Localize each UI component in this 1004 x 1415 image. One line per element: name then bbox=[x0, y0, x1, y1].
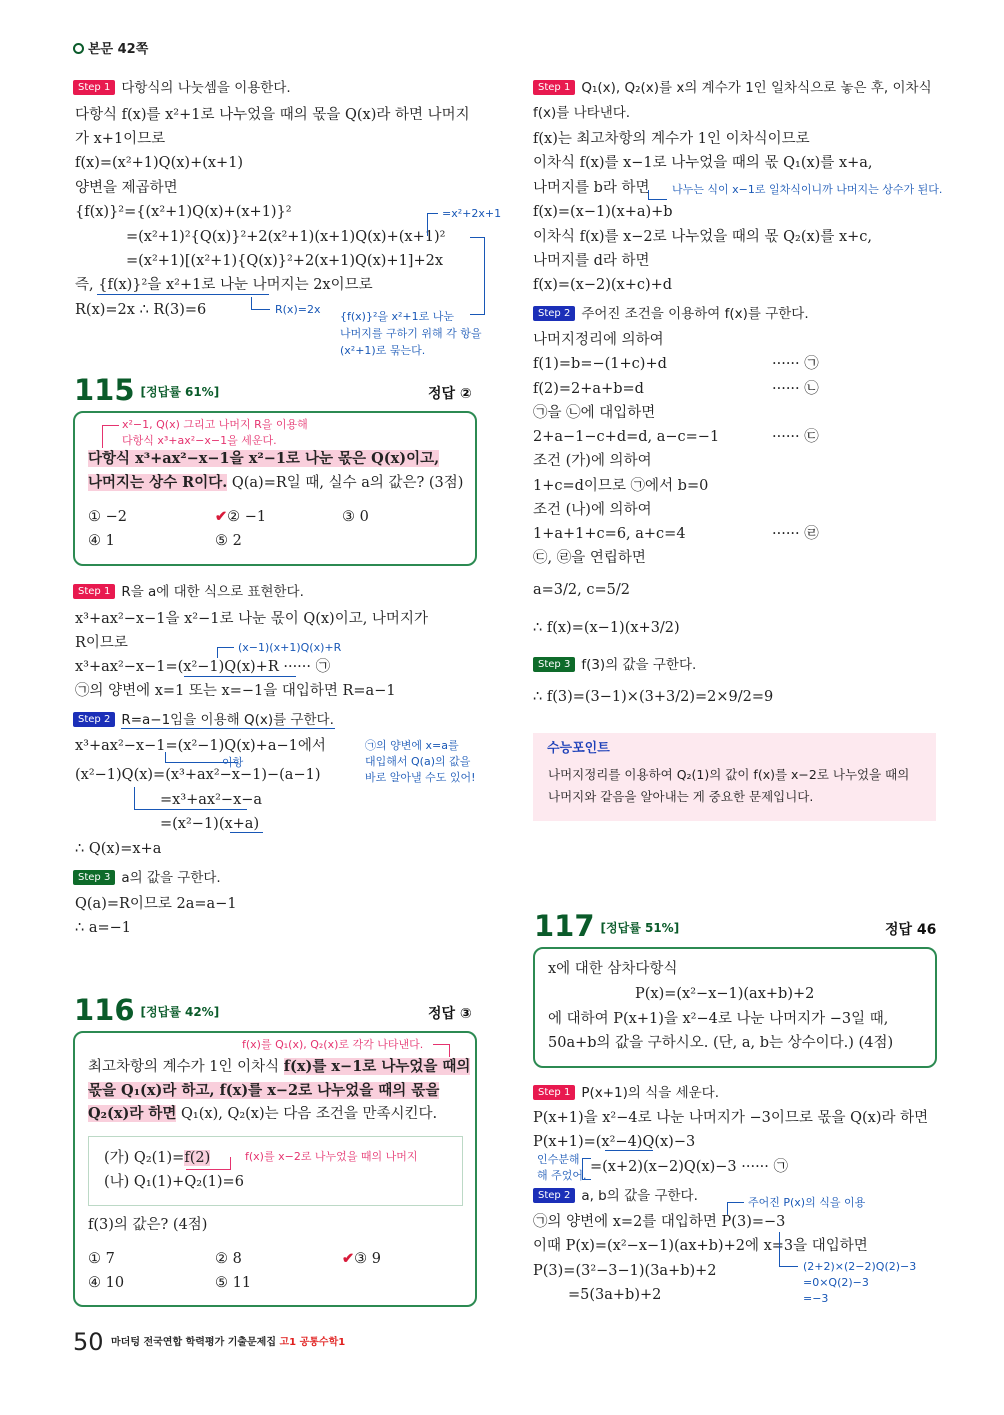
annotation: x²−1, Q(x) 그리고 나머지 R을 이용해 bbox=[122, 418, 308, 431]
annotation: f(x)를 Q₁(x), Q₂(x)로 각각 나타낸다. bbox=[242, 1038, 424, 1051]
question-text: 에 대하여 P(x+1)을 x²−4로 나눈 나머지가 −3일 때, bbox=[548, 1011, 889, 1027]
step3-header bbox=[73, 866, 221, 890]
step-title: Q₁(x), Q₂(x)를 x의 계수가 1인 일차식으로 놓은 후, 이차식 bbox=[581, 80, 932, 96]
solution-line: ∴ a=−1 bbox=[75, 920, 132, 936]
step2-header bbox=[533, 1184, 698, 1208]
solution-line: ㉠을 ㉡에 대입하면 bbox=[533, 405, 656, 421]
question-header-116 bbox=[74, 995, 219, 1027]
solution-line: =(x+2)(x−2)Q(x)−3 ······ ㉠ bbox=[590, 1159, 789, 1175]
solution-line: 1+a+1+c=6, a+c=4 bbox=[533, 526, 686, 542]
choice-label: ② −1 bbox=[227, 509, 267, 525]
solution-line: 이차식 f(x)를 x−1로 나누었을 때의 몫 Q₁(x)를 x+a, bbox=[533, 155, 873, 171]
solution-line: R(x)=2x ∴ R(3)=6 bbox=[75, 302, 207, 318]
solution-line: x³+ax²−x−1=(x²−1)Q(x)+a−1에서 bbox=[75, 738, 326, 754]
connector bbox=[134, 787, 247, 810]
solution-line: 조건 (나)에 의하여 bbox=[533, 502, 652, 518]
checkmark-icon: ✔ bbox=[342, 1250, 355, 1267]
step-badge: Step 1 bbox=[533, 1085, 575, 1100]
exam-point-text: 나머지정리를 이용하여 Q₂(1)의 값이 f(x)를 x−2로 나누었을 때의 bbox=[548, 767, 910, 782]
book-name: 마더텅 전국연합 학력평가 기출문제집 bbox=[111, 1337, 277, 1348]
choice-5[interactable]: ⑤ 11 bbox=[215, 1275, 252, 1291]
page-reference-text: 본문 42쪽 bbox=[88, 42, 149, 57]
question-text: x에 대한 삼차다항식 bbox=[548, 961, 678, 977]
annotation: 바로 알아낼 수도 있어! bbox=[365, 771, 476, 784]
annotation: =−3 bbox=[803, 1292, 829, 1305]
solution-line: 나머지를 b라 하면 bbox=[533, 180, 650, 196]
connector bbox=[779, 1232, 798, 1267]
step-title: 다항식의 나눗셈을 이용한다. bbox=[121, 80, 291, 96]
annotation: ㉠의 양변에 x=a를 bbox=[365, 739, 459, 752]
solution-line: x³+ax²−x−1을 x²−1로 나눈 몫이 Q(x)이고, 나머지가 bbox=[75, 611, 428, 627]
question-number: 115 bbox=[74, 373, 135, 407]
question-text-part: Q₁(x), Q₂(x)는 다음 조건을 만족시킨다. bbox=[176, 1106, 438, 1122]
solution-line: ∴ f(3)=(3−1)×(3+3/2)=2×9/2=9 bbox=[533, 689, 774, 705]
step-badge: Step 1 bbox=[73, 80, 115, 95]
solution-line: f(x)=(x²+1)Q(x)+(x+1) bbox=[75, 155, 244, 171]
solution-line: f(x)=(x−2)(x+c)+d bbox=[533, 277, 673, 293]
annotation: {f(x)}²을 x²+1로 나눈 bbox=[340, 310, 455, 323]
question-header-117 bbox=[534, 911, 679, 943]
connector bbox=[648, 190, 667, 200]
condition-text: (가) Q₂(1)= bbox=[104, 1150, 185, 1166]
step-title: a, b의 값을 구한다. bbox=[581, 1188, 698, 1204]
connector bbox=[470, 237, 485, 315]
step1-header bbox=[73, 76, 291, 100]
correct-rate: [정답률 61%] bbox=[140, 385, 220, 399]
page-number: 50 bbox=[73, 1328, 104, 1356]
connector bbox=[427, 213, 438, 236]
solution-line: ∴ Q(x)=x+a bbox=[75, 841, 162, 857]
solution-line: 이차식 f(x)를 x−2로 나누었을 때의 몫 Q₂(x)를 x+c, bbox=[533, 229, 873, 245]
solution-line: 2+a−1−c+d=d, a−c=−1 bbox=[533, 429, 720, 445]
exam-point-text: 나머지와 같음을 알아내는 게 중요한 문제입니다. bbox=[548, 789, 814, 804]
step3-header bbox=[533, 653, 696, 677]
question-text bbox=[88, 1055, 470, 1079]
solution-line: {f(x)}²={(x²+1)Q(x)+(x+1)}² bbox=[75, 204, 292, 220]
underline bbox=[184, 676, 296, 677]
solution-line: f(2)=2+a+b=d bbox=[533, 381, 644, 397]
annotation: 다항식 x³+ax²−x−1을 세운다. bbox=[122, 434, 277, 447]
solution-line: 1+c=d이므로 ㉠에서 b=0 bbox=[533, 478, 709, 494]
step-title: f(x)를 나타낸다. bbox=[533, 105, 631, 121]
step-title: f(3)의 값을 구한다. bbox=[581, 657, 697, 673]
underline bbox=[97, 294, 269, 295]
question-ask: f(3)의 값은? (4점) bbox=[88, 1217, 208, 1233]
solution-line: =(x²+1)[(x²+1){Q(x)}²+2(x+1)Q(x)+1]+2x bbox=[126, 253, 444, 269]
annotation: 나누는 식이 x−1로 일차식이니까 나머지는 상수가 된다. bbox=[672, 183, 943, 196]
question-text bbox=[88, 1079, 439, 1103]
highlighted-text: f(x)를 x−1로 나누었을 때의 bbox=[283, 1058, 471, 1075]
question-text bbox=[88, 471, 463, 495]
correct-rate: [정답률 42%] bbox=[140, 1005, 220, 1019]
solution-line: ㉠의 양변에 x=1 또는 x=−1을 대입하면 R=a−1 bbox=[75, 683, 396, 699]
solution-line: P(x+1)=(x²−4)Q(x)−3 bbox=[533, 1134, 696, 1150]
page-reference bbox=[73, 38, 148, 62]
step-title: R=a−1임을 이용해 Q(x)를 구한다. bbox=[121, 712, 334, 728]
solution-line: f(x)는 최고차항의 계수가 1인 이차식이므로 bbox=[533, 131, 810, 147]
choice-5[interactable]: ⑤ 2 bbox=[215, 533, 242, 549]
underline bbox=[605, 1150, 653, 1151]
equation-marker: ······ ㉢ bbox=[772, 429, 819, 445]
step1-header bbox=[73, 580, 304, 604]
solution-line: Q(a)=R이므로 2a=a−1 bbox=[75, 896, 237, 912]
step-title: a의 값을 구한다. bbox=[121, 870, 221, 886]
solution-line: 조건 (가)에 의하여 bbox=[533, 453, 652, 469]
step-badge: Step 2 bbox=[533, 306, 575, 321]
solution-line: (x²−1)Q(x)=(x³+ax²−x−1)−(a−1) bbox=[75, 767, 321, 783]
annotation: 주어진 P(x)의 식을 이용 bbox=[748, 1196, 866, 1209]
answer-label: 정답 ② bbox=[428, 386, 472, 402]
annotation: 나머지를 구하기 위해 각 항을 bbox=[340, 327, 482, 340]
solution-line: ㉠의 양변에 x=2를 대입하면 P(3)=−3 bbox=[533, 1214, 786, 1230]
solution-line: x³+ax²−x−1=(x²−1)Q(x)+R ······ ㉠ bbox=[75, 659, 331, 675]
annotation: (x−1)(x+1)Q(x)+R bbox=[238, 641, 342, 654]
choice-2[interactable] bbox=[215, 505, 266, 529]
solution-line: f(x)=(x−1)(x+a)+b bbox=[533, 204, 673, 220]
solution-line: f(1)=b=−(1+c)+d bbox=[533, 356, 667, 372]
exam-point-title: 수능포인트 bbox=[547, 741, 610, 756]
step-title: 주어진 조건을 이용하여 f(x)를 구한다. bbox=[581, 306, 809, 322]
solution-line: 나머지를 d라 하면 bbox=[533, 253, 650, 269]
question-text bbox=[88, 447, 439, 471]
highlighted-text: f(2) bbox=[184, 1150, 211, 1166]
solution-line: P(x+1)을 x²−4로 나눈 나머지가 −3이므로 몫을 Q(x)라 하면 bbox=[533, 1110, 929, 1126]
question-number: 116 bbox=[74, 993, 135, 1027]
annotation: (2+2)×(2−2)Q(2)−3 bbox=[803, 1260, 917, 1273]
question-text bbox=[88, 1102, 437, 1126]
equation-marker: ······ ㉠ bbox=[772, 356, 819, 372]
question-text-part: 최고차항의 계수가 1인 이차식 bbox=[88, 1059, 284, 1075]
answer-label: 정답 46 bbox=[885, 922, 937, 938]
connector bbox=[102, 425, 119, 448]
step-badge: Step 2 bbox=[533, 1188, 575, 1203]
step-title: P(x+1)의 식을 세운다. bbox=[581, 1085, 719, 1101]
choice-2[interactable]: ② 8 bbox=[215, 1251, 242, 1267]
answer-label: 정답 ③ bbox=[428, 1006, 472, 1022]
choice-3[interactable]: ③ 0 bbox=[342, 509, 369, 525]
choice-4[interactable]: ④ 1 bbox=[88, 533, 115, 549]
question-text: 50a+b의 값을 구하시오. (단, a, b는 상수이다.) (4점) bbox=[548, 1035, 894, 1051]
solution-line: 가 x+1이므로 bbox=[75, 131, 166, 147]
choice-label: ③ 9 bbox=[354, 1251, 381, 1267]
condition-b: (나) Q₁(1)+Q₂(1)=6 bbox=[104, 1174, 244, 1190]
step-badge: Step 2 bbox=[73, 712, 115, 727]
question-text-rest: Q(a)=R일 때, 실수 a의 값은? (3점) bbox=[231, 475, 464, 491]
question-text: P(x)=(x²−x−1)(ax+b)+2 bbox=[635, 986, 815, 1002]
choice-1[interactable]: ① 7 bbox=[88, 1251, 115, 1267]
step-title: R을 a에 대한 식으로 표현한다. bbox=[121, 584, 304, 600]
highlighted-text: Q₂(x)라 하면 bbox=[88, 1105, 177, 1122]
solution-line: P(3)=(3²−3−1)(3a+b)+2 bbox=[533, 1263, 717, 1279]
book-subject: 고1 공통수학1 bbox=[279, 1337, 346, 1348]
solution-line: =(x²+1)²{Q(x)}²+2(x²+1)(x+1)Q(x)+(x+1)² bbox=[126, 229, 446, 245]
step1-header bbox=[533, 1081, 719, 1105]
solution-line: =x³+ax²−x−a bbox=[160, 792, 263, 808]
solution-line: ∴ f(x)=(x−1)(x+3/2) bbox=[533, 620, 680, 636]
solution-line: a=3/2, c=5/2 bbox=[533, 582, 630, 598]
annotation: f(x)를 x−2로 나누었을 때의 나머지 bbox=[245, 1150, 418, 1163]
solution-line: 나머지정리에 의하여 bbox=[533, 332, 664, 348]
annotation: R(x)=2x bbox=[275, 303, 321, 316]
solution-line: 양변을 제곱하면 bbox=[75, 180, 178, 196]
step-badge: Step 1 bbox=[73, 584, 115, 599]
choice-3[interactable] bbox=[342, 1247, 381, 1271]
equation-marker: ······ ㉣ bbox=[772, 526, 819, 542]
circle-icon bbox=[73, 43, 84, 54]
highlighted-text: 몫을 Q₁(x)라 하고, f(x)를 x−2로 나누었을 때의 몫을 bbox=[88, 1082, 440, 1099]
underline bbox=[121, 728, 335, 729]
annotation: =x²+2x+1 bbox=[442, 207, 502, 220]
choice-4[interactable]: ④ 10 bbox=[88, 1275, 125, 1291]
question-number: 117 bbox=[534, 909, 595, 943]
step2-header bbox=[533, 302, 809, 326]
step-badge: Step 3 bbox=[73, 870, 115, 885]
solution-line: =5(3a+b)+2 bbox=[568, 1287, 662, 1303]
book-title bbox=[111, 1331, 345, 1355]
question-header-115 bbox=[74, 375, 219, 407]
checkmark-icon: ✔ bbox=[215, 508, 228, 525]
solution-line: ㉢, ㉣을 연립하면 bbox=[533, 550, 646, 566]
step-badge: Step 1 bbox=[533, 80, 575, 95]
step-badge: Step 3 bbox=[533, 657, 575, 672]
annotation: 이항 bbox=[222, 756, 244, 769]
underline bbox=[230, 832, 263, 833]
annotation: (x²+1)로 묶는다. bbox=[340, 344, 426, 357]
highlighted-text: 다항식 x³+ax²−x−1을 x²−1로 나눈 몫은 Q(x)이고, bbox=[88, 450, 440, 467]
connector bbox=[165, 752, 238, 763]
solution-line: 이때 P(x)=(x²−x−1)(ax+b)+2에 x=3을 대입하면 bbox=[533, 1238, 868, 1254]
solution-line: 다항식 f(x)를 x²+1로 나누었을 때의 몫을 Q(x)라 하면 나머지 bbox=[75, 107, 470, 123]
solution-line: R이므로 bbox=[75, 635, 128, 651]
step1-header bbox=[533, 76, 932, 100]
connector bbox=[186, 1157, 231, 1170]
solution-line: 즉, {f(x)}²을 x²+1로 나눈 나머지는 2x이므로 bbox=[75, 277, 373, 293]
solution-line: =(x²−1)(x+a) bbox=[160, 816, 260, 832]
annotation: =0×Q(2)−3 bbox=[803, 1276, 869, 1289]
correct-rate: [정답률 51%] bbox=[600, 921, 680, 935]
choice-1[interactable]: ① −2 bbox=[88, 509, 127, 525]
equation-marker: ······ ㉡ bbox=[772, 381, 819, 397]
annotation: 해 주었어. bbox=[537, 1169, 587, 1182]
highlighted-text: 나머지는 상수 R이다. bbox=[88, 474, 228, 491]
connector bbox=[251, 297, 270, 310]
annotation: 대입해서 Q(a)의 값을 bbox=[365, 755, 471, 768]
annotation: 인수분해 bbox=[537, 1153, 580, 1166]
